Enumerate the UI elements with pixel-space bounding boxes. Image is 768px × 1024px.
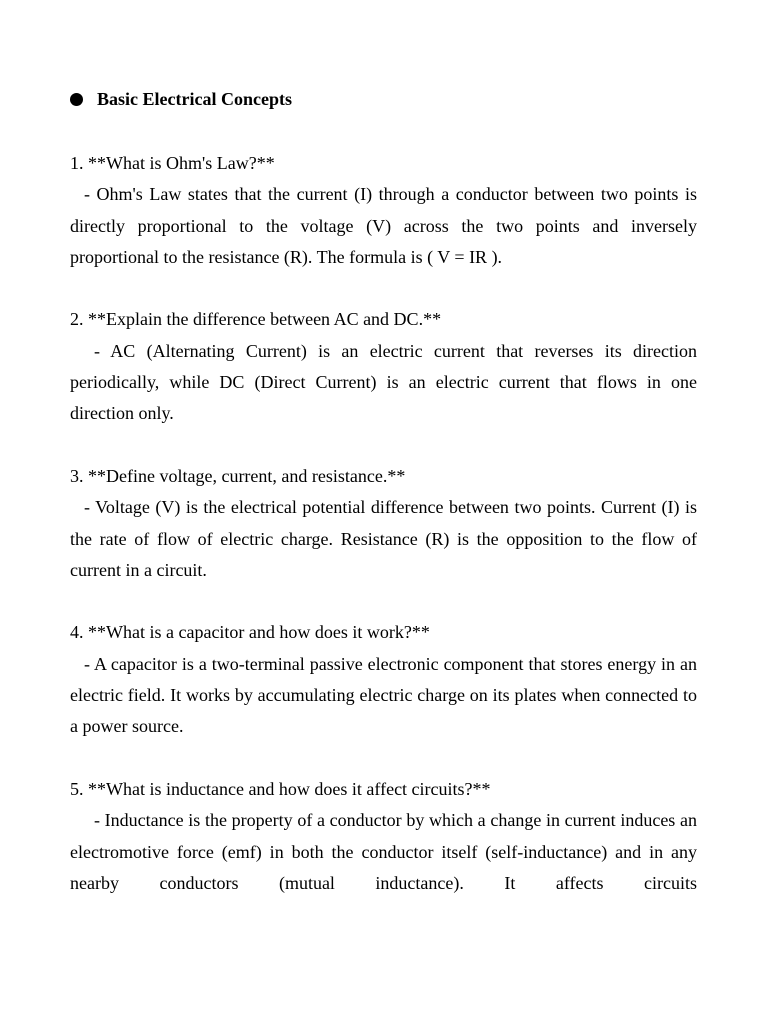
bullet-icon (70, 93, 83, 106)
section-heading (70, 86, 292, 112)
answer-3: - Voltage (V) is the electrical potential difference between two points. Current (I) is the rate of flow of electric charge. Resistance (R) is the opposition to the flow of current in a circuit. (70, 497, 697, 580)
question-5: 5. **What is inductance and how does it affect circuits?** (70, 778, 491, 799)
section-heading-text: Basic Electrical Concepts (97, 89, 292, 109)
answer-4: - A capacitor is a two-terminal passive electronic component that stores energy in an electric field. It works by accumulating electric charge on its plates when connected to a power source. (70, 653, 697, 737)
answer-5: - Inductance is the property of a conductor by which a change in current induces an electromotive force (emf) in both the conductor itself (self-inductance) and in any nearby conductors (mutual inductance). It affects circuits (70, 810, 697, 893)
qa-list (70, 148, 697, 899)
question-1: 1. **What is Ohm's Law?** (70, 153, 275, 173)
answer-2: - AC (Alternating Current) is an electric current that reverses its direction periodically, while DC (Direct Current) is an electric current that flows in one direction only. (70, 340, 697, 424)
question-2: 2. **Explain the difference between AC and DC.** (70, 309, 442, 330)
answer-1: - Ohm's Law states that the current (I) through a conductor between two points is directly proportional to the voltage (V) across the two points and inversely proportional to the resistance (R). The formula is ( V = IR ). (70, 184, 697, 267)
question-3: 3. **Define voltage, current, and resistance.** (70, 465, 406, 486)
question-4: 4. **What is a capacitor and how does it work?** (70, 622, 430, 643)
